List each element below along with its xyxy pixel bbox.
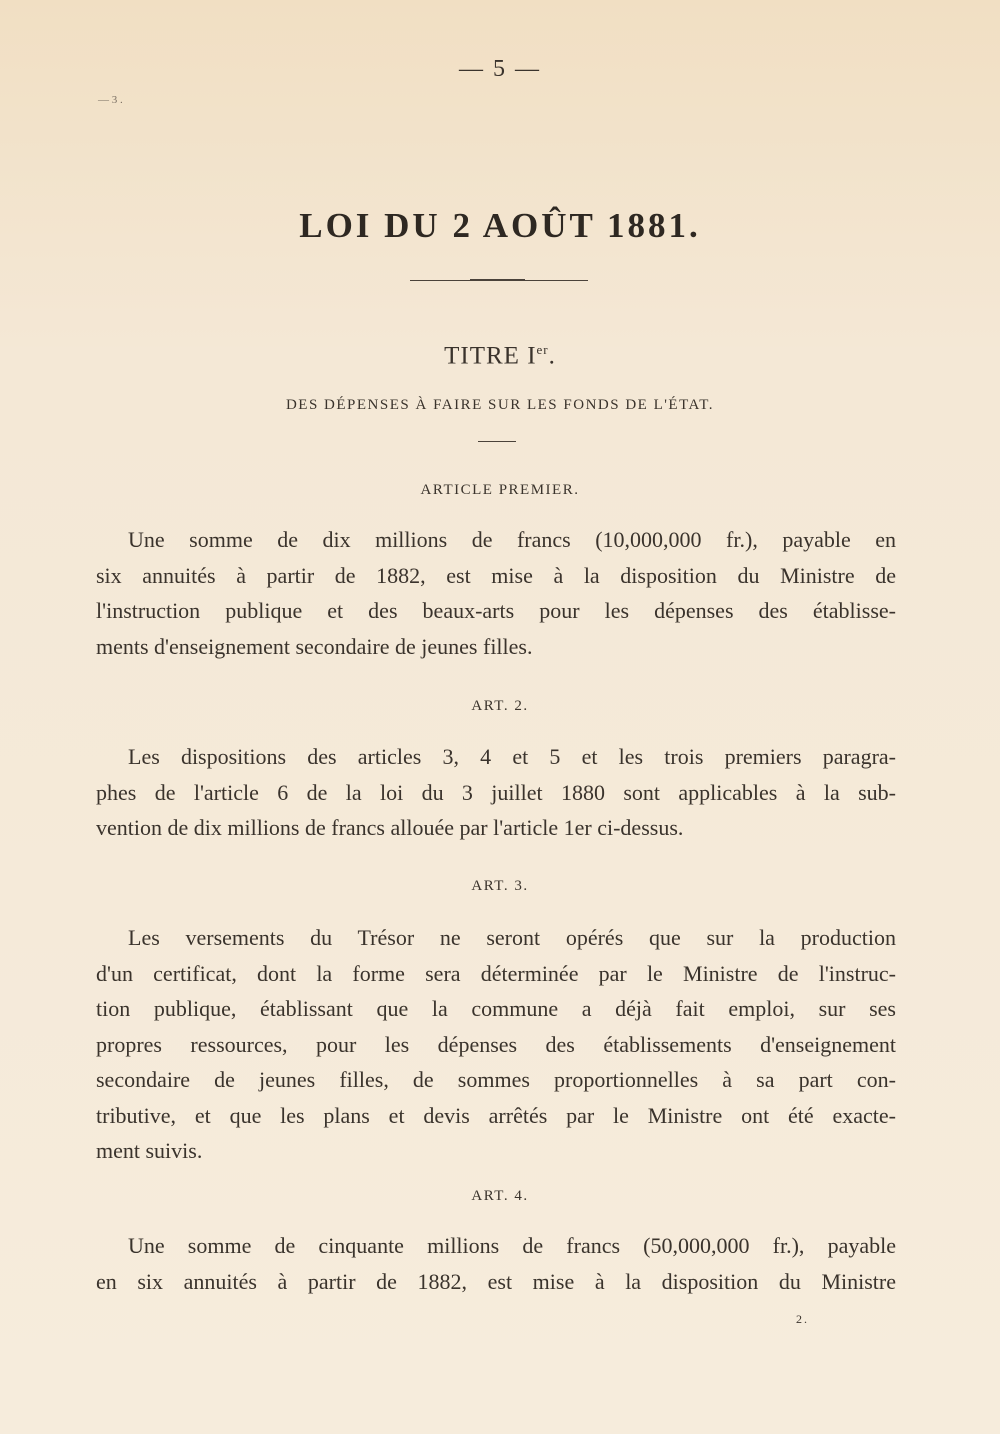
text-line: Une somme de cinquante millions de francs (50,000,000 fr.), payable xyxy=(128,1233,896,1258)
text-line: Une somme de dix millions de francs (10,000,000 fr.), payable en xyxy=(128,527,896,552)
article-4-text xyxy=(96,1228,896,1299)
article-2-text xyxy=(96,739,896,846)
law-title: LOI DU 2 AOÛT 1881. xyxy=(299,206,701,245)
text-line: l'instruction publique et des beaux-arts pour les dépenses des établisse- xyxy=(96,598,896,623)
page-number: — 5 — xyxy=(459,56,541,82)
title-rule xyxy=(410,280,588,281)
article-3-heading: ART. 3. xyxy=(471,878,529,894)
text-line: en six annuités à partir de 1882, est mise à la disposition du Ministre xyxy=(96,1268,896,1294)
titre-main: TITRE I xyxy=(444,342,537,370)
titre-sup: er xyxy=(536,342,549,357)
article-3-text xyxy=(96,920,896,1169)
text-line: Les versements du Trésor ne seront opérés que sur la production xyxy=(128,925,896,950)
titre-subtitle: DES DÉPENSES À FAIRE SUR LES FONDS DE L'ÉTAT. xyxy=(285,397,715,413)
text-line: phes de l'article 6 de la loi du 3 juillet 1880 sont applicables à la sub- xyxy=(96,779,896,805)
text-line: secondaire de jeunes filles, de sommes proportionnelles à sa part con- xyxy=(96,1067,896,1092)
titre-end: . xyxy=(548,342,556,370)
article-4-heading: ART. 4. xyxy=(471,1188,529,1204)
text-line: tion publique, établissant que la commune a déjà fait emploi, sur ses xyxy=(96,996,896,1021)
article-1-heading: ARTICLE PREMIER. xyxy=(420,482,580,498)
subtitle-rule xyxy=(478,441,516,442)
corner-mark: — 3 . xyxy=(98,94,123,106)
signature-mark: 2. xyxy=(796,1312,809,1326)
article-1-text xyxy=(96,522,896,664)
text-line: propres ressources, pour les dépenses des établissements d'enseignement xyxy=(96,1031,896,1057)
text-line: vention de dix millions de francs allouée par l'article 1er ci-dessus. xyxy=(96,815,684,840)
text-line: tributive, et que les plans et devis arrêtés par le Ministre ont été exacte- xyxy=(96,1102,896,1128)
text-line: d'un certificat, dont la forme sera déterminée par le Ministre de l'instruc- xyxy=(96,960,896,986)
text-line: ment suivis. xyxy=(96,1138,203,1163)
text-line: ments d'enseignement secondaire de jeunes filles. xyxy=(96,633,533,659)
text-line: Les dispositions des articles 3, 4 et 5 et les trois premiers paragra- xyxy=(128,744,896,769)
titre-heading xyxy=(0,342,1000,370)
article-2-heading: ART. 2. xyxy=(471,698,529,714)
text-line: six annuités à partir de 1882, est mise à la disposition du Ministre de xyxy=(96,562,896,588)
